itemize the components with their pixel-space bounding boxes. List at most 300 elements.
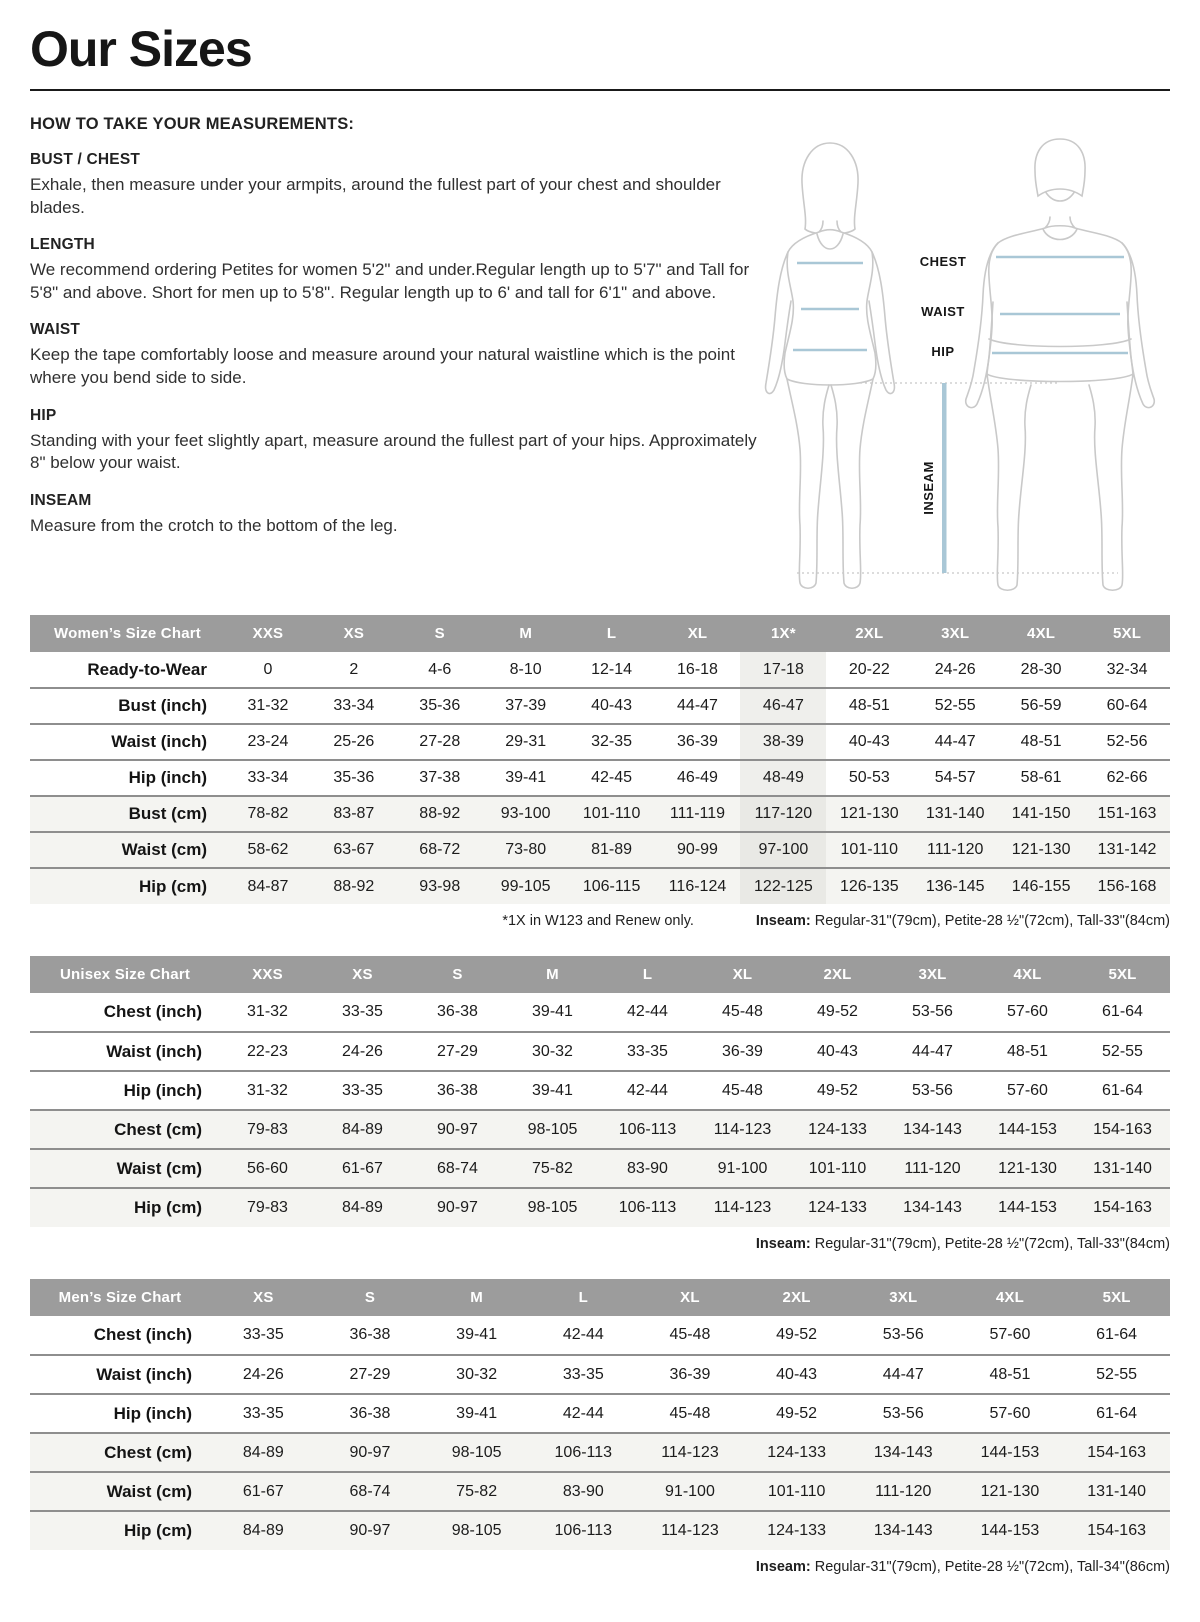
size-cell: 60-64	[1084, 688, 1170, 724]
how-to-heading: HOW TO TAKE YOUR MEASUREMENTS:	[30, 115, 355, 133]
size-cell: 46-47	[740, 688, 826, 724]
size-cell: 36-39	[637, 1355, 744, 1394]
section-body: Standing with your feet slightly apart, measure around the fullest part of your hips. Approximately 8" below your waist.	[30, 430, 757, 473]
size-cell: 91-100	[637, 1472, 744, 1511]
size-cell: 106-115	[569, 868, 655, 904]
size-cell: 124-133	[790, 1188, 885, 1227]
section-waist	[30, 321, 775, 389]
womens-size-table	[30, 615, 1170, 904]
size-cell: 22-23	[220, 1032, 315, 1071]
size-cell: 121-130	[998, 832, 1084, 868]
size-cell: 48-51	[998, 724, 1084, 760]
inseam-note-text: Regular-31"(79cm), Petite-28 ½"(72cm), Tall-33"(84cm)	[810, 913, 1170, 929]
size-cell: 91-100	[695, 1149, 790, 1188]
size-cell: 154-163	[1075, 1188, 1170, 1227]
inseam-note-text: Regular-31"(79cm), Petite-28 ½"(72cm), Tall-34"(86cm)	[810, 1559, 1170, 1575]
size-cell: 39-41	[456, 1326, 498, 1343]
size-cell: 2	[349, 660, 359, 678]
size-cell: 134-143	[850, 1511, 957, 1550]
size-cell: 33-34	[225, 760, 311, 796]
size-cell: 57-60	[1007, 1003, 1048, 1020]
size-cell: 45-48	[695, 1071, 790, 1110]
section-length	[30, 236, 775, 304]
measurement-intro	[30, 115, 1170, 615]
size-cell: 126-135	[826, 868, 912, 904]
size-cell: 151-163	[1084, 796, 1170, 832]
size-cell: 32-35	[569, 724, 655, 760]
inseam-note-label: Inseam:	[755, 1236, 811, 1252]
size-cell: 53-56	[882, 1326, 924, 1343]
size-column-header: XXS	[220, 956, 315, 993]
size-cell: 33-35	[600, 1032, 695, 1071]
table-row	[30, 1149, 1170, 1188]
row-label: Waist (cm)	[30, 832, 225, 868]
section-title: HIP	[30, 406, 57, 424]
size-cell: 33-35	[242, 1326, 284, 1343]
section-body: Measure from the crotch to the bottom of the leg.	[30, 515, 398, 535]
size-column-header: 2XL	[826, 615, 912, 652]
size-cell: 31-32	[247, 1003, 288, 1020]
size-cell: 52-55	[1063, 1355, 1170, 1394]
table-row	[30, 688, 1170, 724]
inseam-guide-lines	[797, 383, 1118, 573]
size-cell: 45-48	[722, 1003, 763, 1020]
size-cell: 42-45	[569, 760, 655, 796]
size-cell: 53-56	[850, 1394, 957, 1433]
size-column-header: 3XL	[885, 956, 980, 993]
inseam-diagram-label: INSEAM	[921, 461, 936, 515]
size-cell: 36-39	[695, 1032, 790, 1071]
size-column-header: 2XL	[790, 956, 885, 993]
size-cell: 49-52	[817, 1003, 858, 1020]
size-column-header: S	[410, 956, 505, 993]
row-label: Hip (cm)	[30, 1511, 210, 1550]
size-cell: 156-168	[1084, 868, 1170, 904]
size-guide-page	[0, 22, 1200, 1575]
size-cell: 52-55	[1075, 1032, 1170, 1071]
size-cell: 68-74	[317, 1472, 424, 1511]
size-column-header: M	[423, 1279, 530, 1316]
unisex-size-table	[30, 956, 1170, 1227]
size-cell: 61-67	[315, 1149, 410, 1188]
chest-diagram-label: CHEST	[919, 254, 967, 269]
size-cell: 90-99	[655, 832, 741, 868]
size-cell: 57-60	[957, 1394, 1064, 1433]
table-row	[30, 1472, 1170, 1511]
section-title: WAIST	[30, 321, 81, 339]
size-cell: 97-100	[740, 832, 826, 868]
table-row	[30, 1511, 1170, 1550]
size-cell: 27-29	[410, 1032, 505, 1071]
size-cell: 106-113	[530, 1433, 637, 1472]
size-cell: 28-30	[1020, 660, 1062, 678]
size-cell: 42-44	[627, 1003, 668, 1020]
row-label: Chest (inch)	[93, 1325, 192, 1344]
size-cell: 49-52	[776, 1326, 818, 1343]
size-cell: 134-143	[850, 1433, 957, 1472]
table-row	[30, 1032, 1170, 1071]
size-cell: 24-26	[210, 1355, 317, 1394]
mens-size-chart-section	[30, 1279, 1170, 1575]
size-column-header: M	[483, 615, 569, 652]
size-cell: 45-48	[669, 1326, 711, 1343]
table-row	[30, 724, 1170, 760]
size-cell: 38-39	[740, 724, 826, 760]
size-cell: 83-87	[311, 796, 397, 832]
waist-diagram-label: WAIST	[921, 304, 965, 319]
measurement-instructions	[30, 115, 775, 537]
page-title: Our Sizes	[30, 21, 252, 77]
size-cell: 75-82	[423, 1472, 530, 1511]
size-cell: 37-38	[397, 760, 483, 796]
size-cell: 42-44	[530, 1394, 637, 1433]
mens-table-footnotes	[30, 1559, 1170, 1575]
size-cell: 131-140	[1075, 1149, 1170, 1188]
size-cell: 116-124	[655, 868, 741, 904]
size-cell: 106-113	[600, 1110, 695, 1149]
unisex-table-footnotes	[30, 1236, 1170, 1252]
size-cell: 144-153	[957, 1511, 1064, 1550]
size-column-header: S	[397, 615, 483, 652]
size-cell: 131-140	[912, 796, 998, 832]
size-cell: 61-64	[1102, 1003, 1143, 1020]
size-column-header: 4XL	[998, 615, 1084, 652]
inseam-measure-bar	[942, 383, 947, 573]
size-cell: 37-39	[483, 688, 569, 724]
table-row	[30, 796, 1170, 832]
table-row	[30, 1394, 1170, 1433]
size-column-header: XL	[695, 956, 790, 993]
size-cell: 8-10	[509, 660, 542, 678]
size-cell: 106-113	[600, 1188, 695, 1227]
size-cell: 46-49	[655, 760, 741, 796]
size-column-header: 2XL	[743, 1279, 850, 1316]
section-title: LENGTH	[30, 236, 95, 254]
inseam-note	[756, 1236, 1170, 1252]
size-cell: 33-35	[530, 1355, 637, 1394]
size-cell: 84-89	[210, 1433, 317, 1472]
size-cell: 124-133	[790, 1110, 885, 1149]
size-cell: 17-18	[740, 652, 826, 688]
size-cell: 49-52	[790, 1071, 885, 1110]
female-figure-outline	[766, 143, 895, 588]
size-cell: 99-105	[483, 868, 569, 904]
size-cell: 114-123	[637, 1511, 744, 1550]
size-cell: 50-53	[826, 760, 912, 796]
size-cell: 39-41	[423, 1394, 530, 1433]
size-cell: 98-105	[505, 1188, 600, 1227]
size-cell: 101-110	[743, 1472, 850, 1511]
size-cell: 40-43	[569, 688, 655, 724]
size-cell: 31-32	[220, 1071, 315, 1110]
size-cell: 25-26	[311, 724, 397, 760]
size-cell: 101-110	[569, 796, 655, 832]
size-cell: 122-125	[740, 868, 826, 904]
size-cell: 111-120	[850, 1472, 957, 1511]
size-cell: 12-14	[591, 660, 633, 678]
size-cell: 90-97	[317, 1433, 424, 1472]
size-cell: 79-83	[220, 1110, 315, 1149]
size-cell: 98-105	[505, 1110, 600, 1149]
unisex-size-chart-section	[30, 956, 1170, 1252]
size-cell: 84-89	[315, 1110, 410, 1149]
size-cell: 52-55	[912, 688, 998, 724]
size-cell: 154-163	[1063, 1511, 1170, 1550]
table-row	[30, 868, 1170, 904]
size-cell: 54-57	[912, 760, 998, 796]
size-cell: 24-26	[315, 1032, 410, 1071]
size-cell: 101-110	[826, 832, 912, 868]
row-label: Hip (inch)	[30, 1071, 220, 1110]
size-cell: 144-153	[957, 1433, 1064, 1472]
size-column-header: 5XL	[1063, 1279, 1170, 1316]
table-row	[30, 1188, 1170, 1227]
hip-diagram-label: HIP	[931, 344, 955, 359]
size-cell: 57-60	[989, 1326, 1031, 1343]
size-cell: 49-52	[743, 1394, 850, 1433]
size-cell: 83-90	[600, 1149, 695, 1188]
row-label: Waist (inch)	[30, 1032, 220, 1071]
size-column-header: 4XL	[957, 1279, 1064, 1316]
row-label: Chest (inch)	[103, 1002, 202, 1021]
row-label: Hip (inch)	[30, 1394, 210, 1433]
section-bust-chest	[30, 151, 775, 219]
size-cell: 58-62	[225, 832, 311, 868]
table-title-header: Unisex Size Chart	[30, 956, 220, 993]
section-title: BUST / CHEST	[30, 151, 141, 168]
size-column-header: 5XL	[1075, 956, 1170, 993]
size-cell: 93-98	[397, 868, 483, 904]
size-cell: 111-120	[885, 1149, 980, 1188]
size-cell: 81-89	[569, 832, 655, 868]
size-column-header: L	[600, 956, 695, 993]
size-column-header: XL	[637, 1279, 744, 1316]
size-column-header: 1X*	[740, 615, 826, 652]
body-measurement-diagram	[740, 121, 1170, 601]
size-cell: 27-28	[397, 724, 483, 760]
size-cell: 68-74	[410, 1149, 505, 1188]
row-label: Hip (inch)	[30, 760, 225, 796]
size-cell: 53-56	[885, 1071, 980, 1110]
size-cell: 33-35	[342, 1003, 383, 1020]
size-cell: 73-80	[483, 832, 569, 868]
size-cell: 36-38	[437, 1003, 478, 1020]
size-cell: 88-92	[311, 868, 397, 904]
size-cell: 134-143	[885, 1110, 980, 1149]
size-cell: 141-150	[998, 796, 1084, 832]
row-label: Ready-to-Wear	[87, 659, 207, 679]
size-cell: 53-56	[912, 1003, 953, 1020]
row-label: Chest (cm)	[30, 1433, 210, 1472]
table-row	[30, 760, 1170, 796]
size-cell: 48-51	[980, 1032, 1075, 1071]
size-cell: 44-47	[885, 1032, 980, 1071]
size-column-header: XS	[315, 956, 410, 993]
size-cell: 61-67	[210, 1472, 317, 1511]
inseam-note-text: Regular-31"(79cm), Petite-28 ½"(72cm), Tall-33"(84cm)	[810, 1236, 1170, 1252]
size-column-header: L	[530, 1279, 637, 1316]
size-column-header: M	[505, 956, 600, 993]
size-cell: 36-38	[349, 1326, 391, 1343]
row-label: Hip (cm)	[30, 868, 225, 904]
size-cell: 98-105	[423, 1511, 530, 1550]
mens-size-table	[30, 1279, 1170, 1550]
size-cell: 39-41	[483, 760, 569, 796]
size-cell: 40-43	[826, 724, 912, 760]
table-row	[30, 993, 1170, 1032]
row-label: Bust (inch)	[30, 688, 225, 724]
size-cell: 106-113	[530, 1511, 637, 1550]
table-row	[30, 652, 1170, 688]
size-cell: 16-18	[677, 660, 718, 678]
size-cell: 32-34	[1106, 660, 1148, 678]
size-cell: 144-153	[980, 1188, 1075, 1227]
size-cell: 20-22	[848, 660, 890, 678]
male-figure-outline	[966, 139, 1155, 590]
size-cell: 134-143	[885, 1188, 980, 1227]
size-cell: 27-29	[317, 1355, 424, 1394]
size-cell: 84-89	[315, 1188, 410, 1227]
size-cell: 44-47	[912, 724, 998, 760]
size-column-header: XS	[210, 1279, 317, 1316]
size-cell: 114-123	[695, 1188, 790, 1227]
size-cell: 23-24	[225, 724, 311, 760]
size-cell: 131-142	[1084, 832, 1170, 868]
size-cell: 36-39	[655, 724, 741, 760]
size-cell: 39-41	[532, 1003, 573, 1020]
size-column-header: 3XL	[912, 615, 998, 652]
size-cell: 30-32	[505, 1032, 600, 1071]
size-cell: 154-163	[1063, 1433, 1170, 1472]
size-cell: 101-110	[790, 1149, 885, 1188]
size-cell: 114-123	[637, 1433, 744, 1472]
row-label: Waist (cm)	[30, 1149, 220, 1188]
size-cell: 33-34	[311, 688, 397, 724]
size-column-header: 5XL	[1084, 615, 1170, 652]
row-label: Waist (cm)	[30, 1472, 210, 1511]
size-cell: 57-60	[980, 1071, 1075, 1110]
size-cell: 121-130	[826, 796, 912, 832]
size-cell: 61-64	[1075, 1071, 1170, 1110]
size-cell: 4-6	[428, 660, 452, 678]
table-title-header: Women’s Size Chart	[30, 615, 225, 652]
table-title-header: Men’s Size Chart	[30, 1279, 210, 1316]
size-cell: 58-61	[998, 760, 1084, 796]
size-column-header: 3XL	[850, 1279, 957, 1316]
size-cell: 33-35	[210, 1394, 317, 1433]
size-cell: 56-59	[998, 688, 1084, 724]
size-column-header: 4XL	[980, 956, 1075, 993]
size-cell: 84-89	[210, 1511, 317, 1550]
size-cell: 0	[263, 660, 273, 678]
size-cell: 44-47	[850, 1355, 957, 1394]
row-label: Chest (cm)	[30, 1110, 220, 1149]
size-cell: 24-26	[934, 660, 976, 678]
size-cell: 29-31	[483, 724, 569, 760]
size-cell: 131-140	[1063, 1472, 1170, 1511]
size-cell: 111-119	[655, 796, 741, 832]
table-row	[30, 832, 1170, 868]
size-cell: 68-72	[397, 832, 483, 868]
womens-size-chart-section	[30, 615, 1170, 929]
size-cell: 83-90	[530, 1472, 637, 1511]
size-cell: 40-43	[790, 1032, 885, 1071]
size-cell: 121-130	[980, 1149, 1075, 1188]
section-hip	[30, 407, 775, 475]
size-cell: 52-56	[1084, 724, 1170, 760]
table-row	[30, 1433, 1170, 1472]
section-body: Exhale, then measure under your armpits, around the fullest part of your chest and shoulder blades.	[30, 175, 721, 217]
section-title: INSEAM	[30, 491, 92, 509]
size-cell: 144-153	[980, 1110, 1075, 1149]
size-column-header: XXS	[225, 615, 311, 652]
size-cell: 79-83	[220, 1188, 315, 1227]
size-column-header: XS	[311, 615, 397, 652]
size-cell: 62-66	[1084, 760, 1170, 796]
size-cell: 111-120	[912, 832, 998, 868]
size-column-header: L	[569, 615, 655, 652]
table-row	[30, 1316, 1170, 1355]
size-cell: 146-155	[998, 868, 1084, 904]
size-cell: 45-48	[637, 1394, 744, 1433]
size-cell: 31-32	[225, 688, 311, 724]
size-cell: 136-145	[912, 868, 998, 904]
size-cell: 39-41	[505, 1071, 600, 1110]
section-body: Keep the tape comfortably loose and measure around your natural waistline which is the point where you bend side to side.	[30, 345, 735, 388]
size-cell: 61-64	[1096, 1326, 1138, 1343]
womens-table-footnotes	[30, 913, 1170, 929]
table-row	[30, 1355, 1170, 1394]
size-cell: 124-133	[743, 1433, 850, 1472]
size-cell: 124-133	[743, 1511, 850, 1550]
size-cell: 90-97	[410, 1188, 505, 1227]
row-label: Waist (inch)	[30, 724, 225, 760]
table-row	[30, 1110, 1170, 1149]
size-cell: 30-32	[423, 1355, 530, 1394]
size-cell: 117-120	[740, 796, 826, 832]
size-cell: 44-47	[655, 688, 741, 724]
size-cell: 93-100	[483, 796, 569, 832]
size-cell: 35-36	[311, 760, 397, 796]
section-inseam	[30, 492, 775, 538]
size-cell: 154-163	[1075, 1110, 1170, 1149]
row-label: Waist (inch)	[30, 1355, 210, 1394]
size-cell: 42-44	[600, 1071, 695, 1110]
section-body: We recommend ordering Petites for women 5'2" and under.Regular length up to 5'7" and Tall for 5'8" and above. Short for men up to 5'8". Regular length up to 6' and tall for 6'1" and above.	[30, 260, 750, 302]
size-cell: 36-38	[317, 1394, 424, 1433]
size-cell: 63-67	[311, 832, 397, 868]
size-cell: 121-130	[957, 1472, 1064, 1511]
inseam-note	[756, 913, 1170, 929]
size-cell: 90-97	[317, 1511, 424, 1550]
size-cell: 88-92	[397, 796, 483, 832]
size-cell: 36-38	[410, 1071, 505, 1110]
size-cell: 90-97	[410, 1110, 505, 1149]
size-cell: 75-82	[505, 1149, 600, 1188]
size-cell: 98-105	[423, 1433, 530, 1472]
size-cell: 42-44	[562, 1326, 604, 1343]
size-cell: 48-51	[826, 688, 912, 724]
size-cell: 40-43	[743, 1355, 850, 1394]
row-label: Bust (cm)	[30, 796, 225, 832]
row-label: Hip (cm)	[30, 1188, 220, 1227]
size-cell: 61-64	[1063, 1394, 1170, 1433]
size-cell: 48-51	[957, 1355, 1064, 1394]
size-cell: 48-49	[740, 760, 826, 796]
inseam-note-label: Inseam:	[755, 1559, 811, 1575]
inseam-note	[756, 1559, 1170, 1575]
size-cell: 84-87	[225, 868, 311, 904]
